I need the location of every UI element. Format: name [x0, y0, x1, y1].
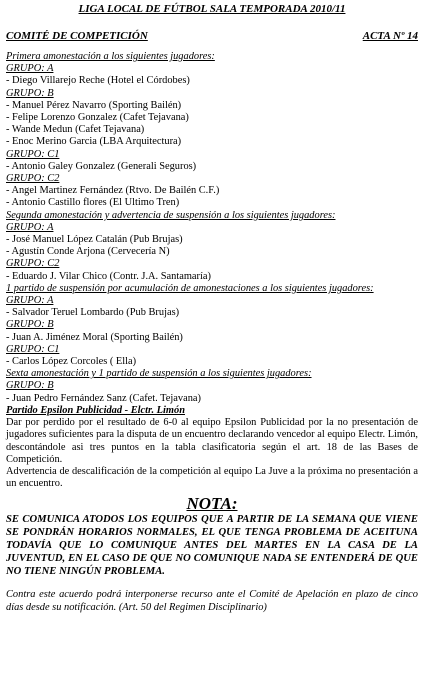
player-entry: - Juan Pedro Fernández Sanz (Cafet. Tejavana) [6, 392, 201, 404]
group-name: GRUPO: C2 [6, 173, 60, 185]
player-entry: - Angel Martinez Fernández (Rtvo. De Bailén C.F.) [6, 185, 220, 197]
nota-text: SE COMUNICA ATODOS LOS EQUIPOS QUE A PARTIR DE LA SEMANA QUE VIENE SE PONDRÁN HORARIOS NORMALES, EL QUE TENGA PROBLEMA DE ACEITUNA TODAVÍA QUE LO COMUNIQUE ANTES DEL MARTES EN LA CASA DE LA JUVENTUD, EN EL CASO DE QUE NO COMUNIQUE NADA SE ENTENDERÁ DE QUE NO TIENE NINGÚN PROBLEMA. [6, 514, 418, 578]
player-entry: - Wande Medun (Cafet Tejavana) [6, 124, 145, 136]
player-entry: - José Manuel López Catalán (Pub Brujas) [6, 234, 183, 246]
player-entry: - Enoc Merino Garcia (LBA Arquitectura) [6, 136, 182, 148]
case-title: Partido Epsilon Publicidad - Elctr. Limón [6, 404, 185, 416]
appeal-notice: Contra este acuerdo podrá interponerse recurso ante el Comité de Apelación en plazo de cinco días desde su notificación. (Art. 50 del Regimen Disciplinario) [6, 589, 418, 613]
sanctions-list [6, 51, 418, 405]
case-block [6, 405, 418, 490]
player-entry: - Juan A. Jiménez Moral (Sporting Bailén) [6, 331, 183, 343]
group-name: GRUPO: B [6, 380, 54, 392]
section-heading: 1 partido de suspensión por acumulación de amonestaciones a los siguientes jugadores: [6, 282, 374, 294]
player-entry: - Eduardo J. Vilar Chico (Contr. J.A. Santamaría) [6, 270, 211, 282]
player-entry: - Salvador Teruel Lombardo (Pub Brujas) [6, 307, 180, 319]
player-entry: - Carlos López Corcoles ( Ella) [6, 356, 137, 368]
case-paragraph-1: Dar por perdido por el resultado de 6-0 al equipo Epsilon Publicidad por la no presentación de jugadores suficientes para la disputa de un encuentro declarando vencedor al equipo Electr. Limón, descontándole asi tres puntos en la tabla clasificatoria según el art. 18 de las Bases de Competición. [6, 417, 418, 465]
player-entry: - Diego Villarejo Reche (Hotel el Córdobes) [6, 75, 190, 87]
player-entry: - Agustín Conde Arjona (Cervecería N) [6, 246, 170, 258]
player-entry: - Antonio Castillo flores (El Ultimo Tren) [6, 197, 180, 209]
group-name: GRUPO: C1 [6, 343, 60, 355]
group-name: GRUPO: C1 [6, 148, 60, 160]
group-name: GRUPO: C2 [6, 258, 60, 270]
player-entry: - Antonio Galey Gonzalez (Generali Seguros) [6, 160, 197, 172]
group-name: GRUPO: A [6, 63, 54, 75]
group-name: GRUPO: B [6, 319, 54, 331]
group-name: GRUPO: A [6, 221, 54, 233]
group-name: GRUPO: A [6, 295, 54, 307]
player-entry: - Felipe Lorenzo Gonzalez (Cafet Tejavana) [6, 112, 189, 124]
player-entry: - Manuel Pérez Navarro (Sporting Bailén) [6, 99, 182, 111]
section-heading: Sexta amonestación y 1 partido de suspensión a los siguientes jugadores: [6, 368, 312, 380]
nota-heading: NOTA: [186, 494, 238, 514]
section-heading: Segunda amonestación y advertencia de suspensión a los siguientes jugadores: [6, 209, 336, 221]
document-title: LIGA LOCAL DE FÚTBOL SALA TEMPORADA 2010/11 [78, 3, 346, 15]
case-paragraph-2: Advertencia de descalificación de la competición al equipo La Juve a la próxima no presentación a un encuentro. [6, 465, 418, 490]
committee-name: COMITÉ DE COMPETICIÓN [6, 30, 148, 42]
section-heading: Primera amonestación a los siguientes jugadores: [6, 51, 215, 62]
header-row [6, 30, 418, 43]
group-name: GRUPO: B [6, 87, 54, 99]
acta-number: ACTA Nº 14 [362, 30, 418, 42]
